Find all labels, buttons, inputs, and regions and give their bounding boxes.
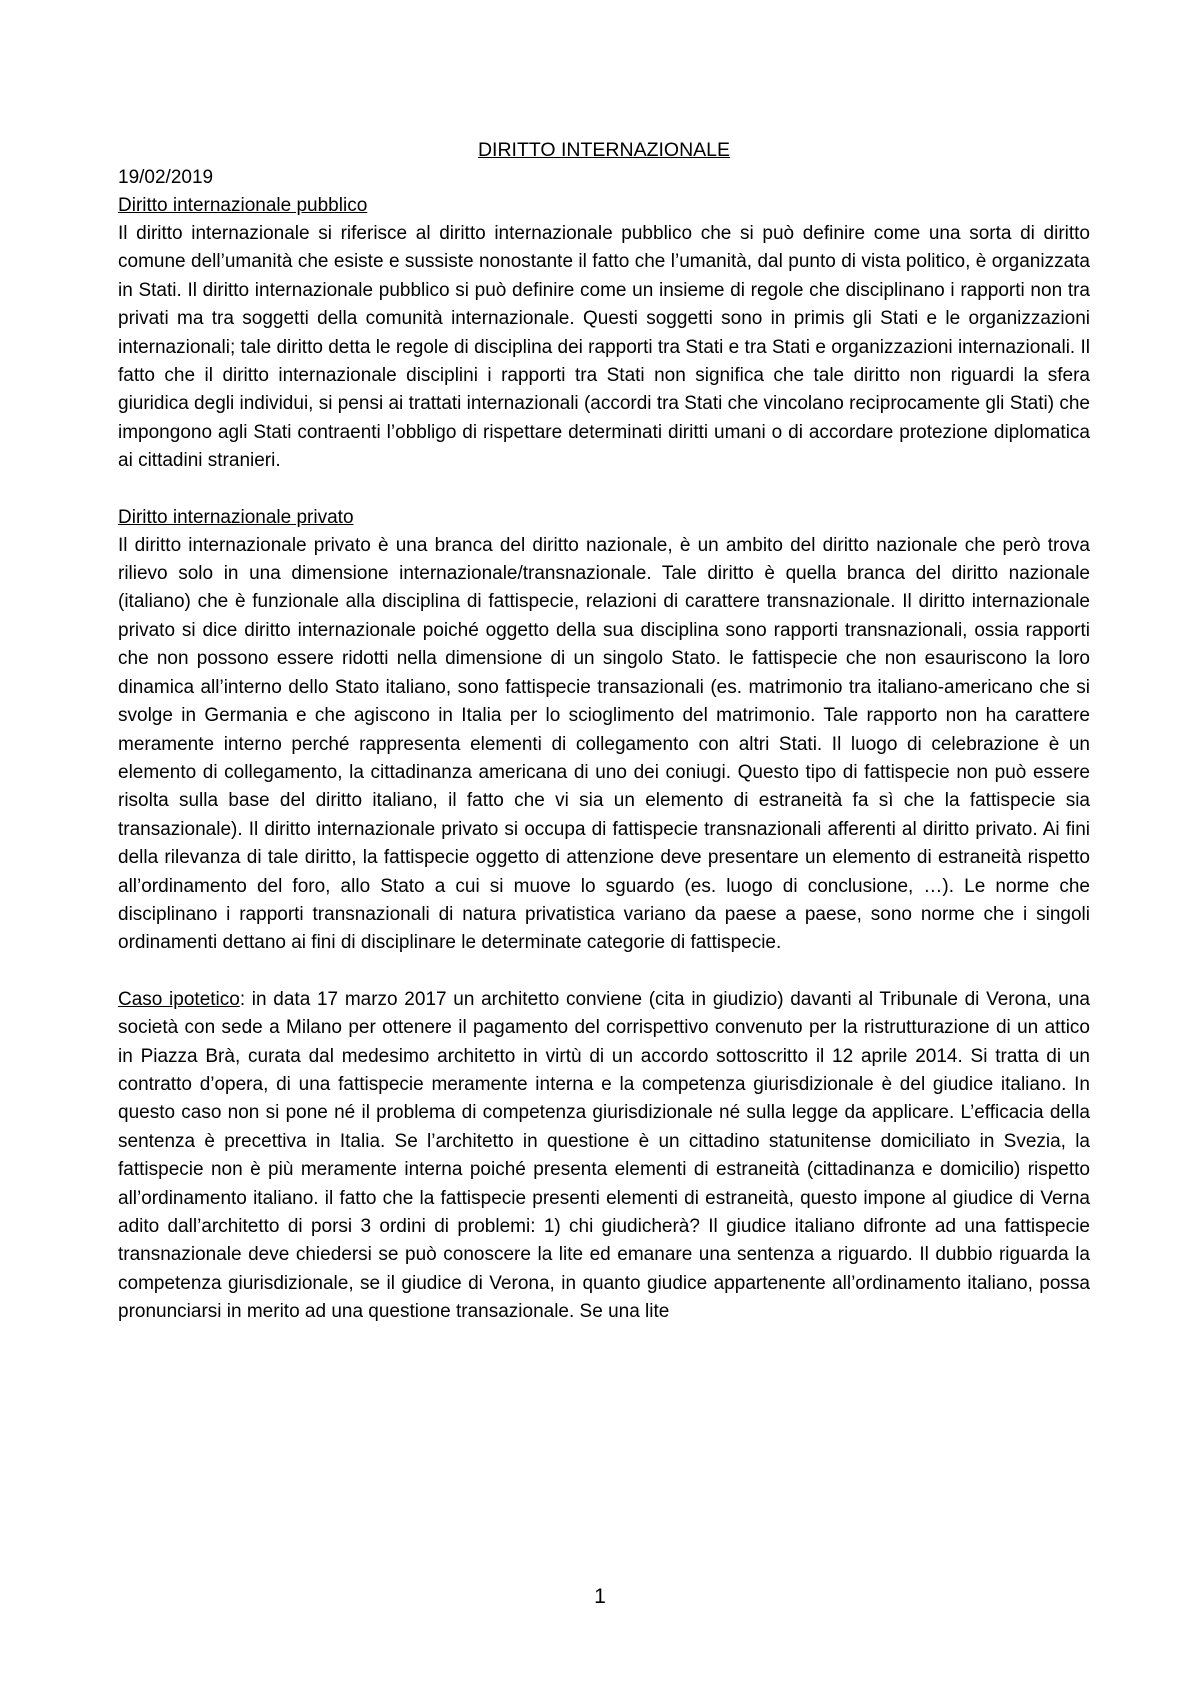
document-title: DIRITTO INTERNAZIONALE (477, 139, 731, 161)
case-paragraph (118, 986, 1090, 1327)
document-body (118, 136, 1090, 1327)
case-separator: : (239, 988, 246, 1010)
section-body-private: Il diritto internazionale privato è una branca del diritto nazionale, è un ambito del diritto nazionale che però trova rilievo solo in una dimensione internazionale/transnazionale. Tale diritto è quella branca del diritto nazionale (italiano) che è funzionale alla disciplina di fattispecie, relazioni di carattere transnazionale. Il diritto internazionale privato si dice diritto internazionale poiché oggetto della sua disciplina sono rapporti transnazionali, ossia rapporti che non possono essere ridotti nella dimensione di un singolo Stato. le fattispecie che non esauriscono la loro dinamica all’interno dello Stato italiano, sono fattispecie transazionali (es. matrimonio tra italiano-americano che si svolge in Germania e che agiscono in Italia per lo scioglimento del matrimonio. Tale rapporto non ha carattere meramente interno perché rappresenta elementi di collegamento con altri Stati. Il luogo di celebrazione è un elemento di collegamento, la cittadinanza americana di uno dei coniugi. Questo tipo di fattispecie non può essere risolta sulla base del diritto italiano, il fatto che vi sia un elemento di estraneità fa sì che la fattispecie sia transazionale). Il diritto internazionale privato si occupa di fattispecie transnazionali afferenti al diritto privato. Ai fini della rilevanza di tale diritto, la fattispecie oggetto di attenzione deve presentare un elemento di estraneità rispetto all’ordinamento del foro, allo Stato a cui si muove lo sguardo (es. luogo di conclusione, …). Le norme che disciplinano i rapporti transnazionali di natura privatistica variano da paese a paese, sono norme che i singoli ordinamenti dettano ai fini di disciplinare le determinate categorie di fattispecie. (118, 534, 1090, 954)
paragraph-gap (118, 476, 1090, 504)
section-heading-public: Diritto internazionale pubblico (118, 195, 368, 216)
case-label: Caso ipotetico (118, 988, 240, 1010)
case-body: in data 17 marzo 2017 un architetto conviene (cita in giudizio) davanti al Tribunale di Verona, una società con sede a Milano per ottenere il pagamento del corrispettivo convenuto per la ristrutturazione di un attico in Piazza Brà, curata dal medesimo architetto in virtù di un accordo sottoscritto il 12 aprile 2014. Si tratta di un contratto d’opera, di una fattispecie meramente interna e la competenza giurisdizionale è del giudice italiano. In questo caso non si pone né il problema di competenza giurisdizionale né sulla legge da applicare. L’efficacia della sentenza è precettiva in Italia. Se l’architetto in questione è un cittadino statunitense domiciliato in Svezia, la fattispecie non è più meramente interna poiché presenta elementi di estraneità (cittadinanza e domicilio) rispetto all’ordinamento italiano. il fatto che la fattispecie presenti elementi di estraneità, questo impone al giudice di Verna adito dall’architetto di porsi 3 ordini di problemi: 1) chi giudicherà? Il giudice italiano difronte ad una fattispecie transnazionale deve chiedersi se può conoscere la lite ed emanare una sentenza a riguardo. Il dubbio riguarda la competenza giurisdizionale, se il giudice di Verona, in quanto giudice appartenente all’ordinamento italiano, possa pronunciarsi in merito ad una questione transazionale. Se una lite (118, 988, 1090, 1323)
section-body-public: Il diritto internazionale si riferisce al diritto internazionale pubblico che si può definire come una sorta di diritto comune dell’umanità che esiste e sussiste nonostante il fatto che l’umanità, dal punto di vista politico, è organizzata in Stati. Il diritto internazionale pubblico si può definire come un insieme di regole che disciplinano i rapporti non tra privati ma tra soggetti della comunità internazionale. Questi soggetti sono in primis gli Stati e le organizzazioni internazionali; tale diritto detta le regole di disciplina dei rapporti tra Stati e tra Stati e organizzazioni internazionali. Il fatto che il diritto internazionale disciplini i rapporti tra Stati non significa che tale diritto non riguardi la sfera giuridica degli individui, si pensi ai trattati internazionali (accordi tra Stati che vincolano reciprocamente gli Stati) che impongono agli Stati contraenti l’obbligo di rispettare determinati diritti umani o di accordare protezione diplomatica ai cittadini stranieri. (118, 223, 1090, 472)
document-date: 19/02/2019 (118, 167, 214, 188)
section-heading-private: Diritto internazionale privato (118, 506, 354, 528)
page-number: 1 (594, 1585, 606, 1608)
paragraph-gap (118, 958, 1090, 986)
